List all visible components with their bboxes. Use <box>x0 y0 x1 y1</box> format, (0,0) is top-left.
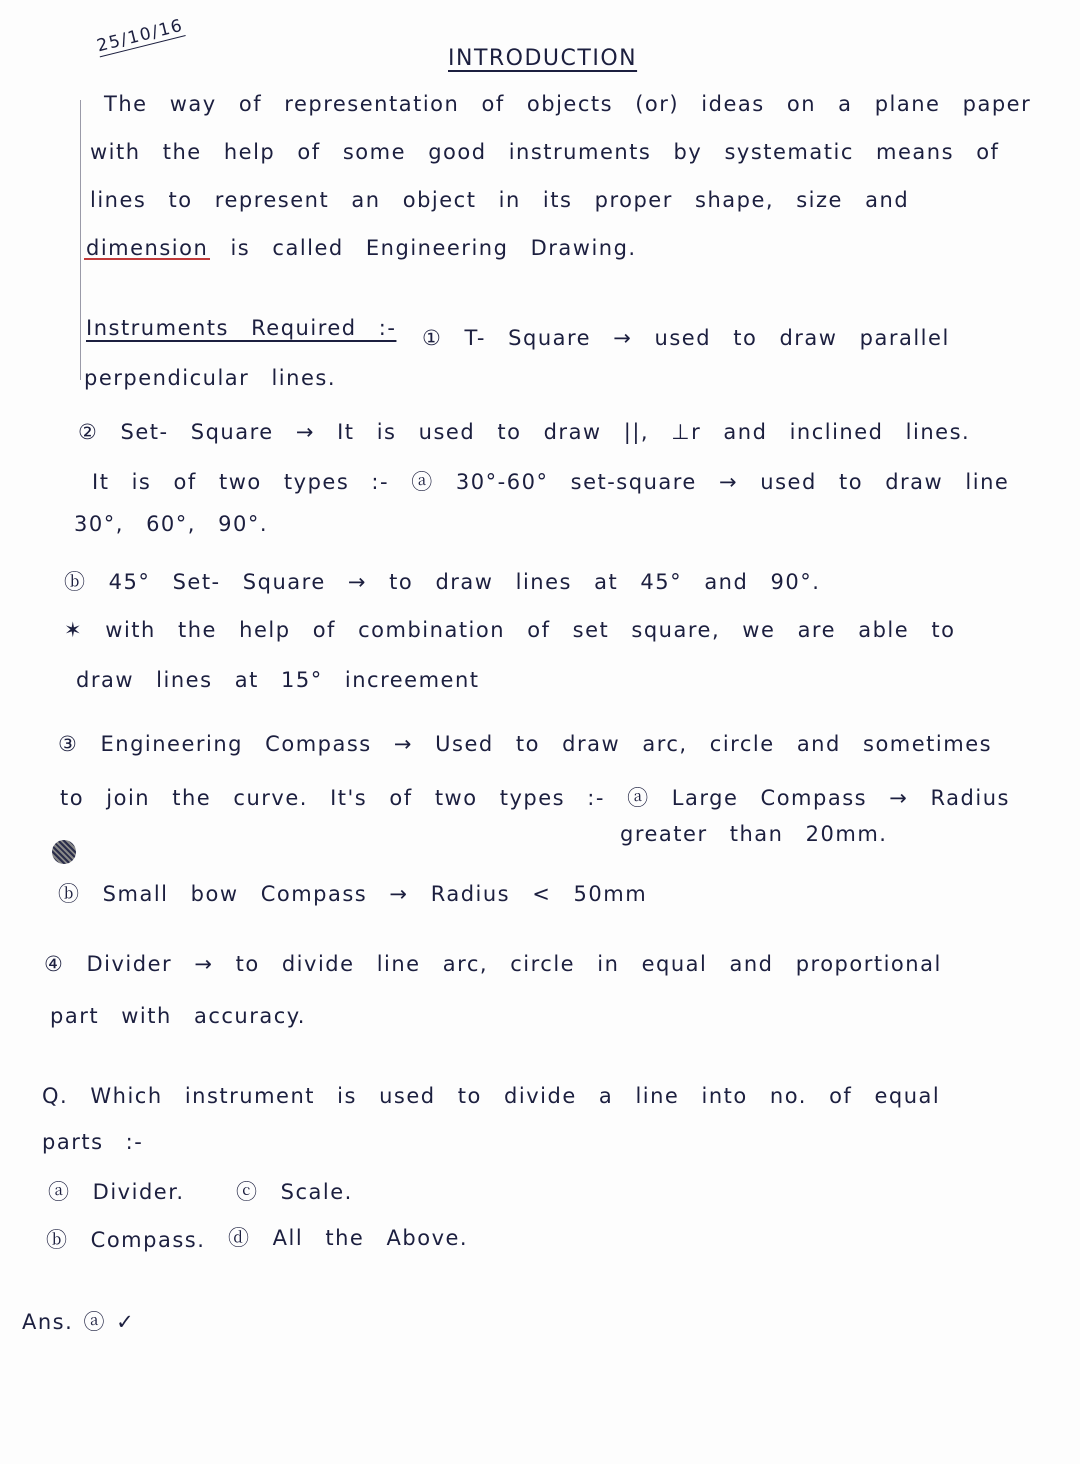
divider-line-2: part with accuracy. <box>50 1004 306 1028</box>
margin-line <box>80 100 81 380</box>
question-text-2: parts :- <box>42 1130 144 1154</box>
compass-line-3: greater than 20mm. <box>620 822 888 846</box>
option-b: ⓑ Compass. <box>46 1228 206 1252</box>
page-title: INTRODUCTION <box>448 46 638 71</box>
intro-line: dimension is called Engineering Drawing. <box>86 236 637 260</box>
instruments-heading: Instruments Required :- <box>86 316 397 340</box>
compass-b: ⓑ Small bow Compass → Radius < 50mm <box>58 882 648 906</box>
combination-line-2: draw lines at 15° increement <box>76 668 480 692</box>
option-d: ⓓ All the Above. <box>228 1226 469 1250</box>
set-square-b: ⓑ 45° Set- Square → to draw lines at 45° and 90°. <box>64 570 821 594</box>
answer: Ans. ⓐ ✓ <box>22 1310 136 1334</box>
set-square-line-2: It is of two types :- ⓐ 30°-60° set-square → used to draw line <box>92 470 1010 494</box>
ink-blot <box>52 840 76 864</box>
option-c: ⓒ Scale. <box>236 1180 353 1204</box>
t-square-line: ① T- Square → used to draw parallel <box>422 326 950 350</box>
divider-line: ④ Divider → to divide line arc, circle in equal and proportional <box>44 952 942 976</box>
compass-line: ③ Engineering Compass → Used to draw arc, circle and sometimes <box>58 732 993 756</box>
compass-line-2: to join the curve. It's of two types :- ⓐ Large Compass → Radius <box>60 786 1010 810</box>
date: 25/10/16 <box>94 15 186 57</box>
intro-line: The way of representation of objects (or) ideas on a plane paper <box>104 92 1032 116</box>
set-square-line: ② Set- Square → It is used to draw ||, ⊥r and inclined lines. <box>78 420 971 444</box>
set-square-line-3: 30°, 60°, 90°. <box>74 512 269 536</box>
combination-line: ✶ with the help of combination of set square, we are able to <box>64 618 956 642</box>
intro-line: lines to represent an object in its proper shape, size and <box>90 188 910 212</box>
question-text: Q. Which instrument is used to divide a line into no. of equal <box>42 1084 941 1108</box>
t-square-line-2: perpendicular lines. <box>84 366 336 390</box>
option-a: ⓐ Divider. <box>48 1180 185 1204</box>
intro-line: with the help of some good instruments by systematic means of <box>90 140 1000 164</box>
